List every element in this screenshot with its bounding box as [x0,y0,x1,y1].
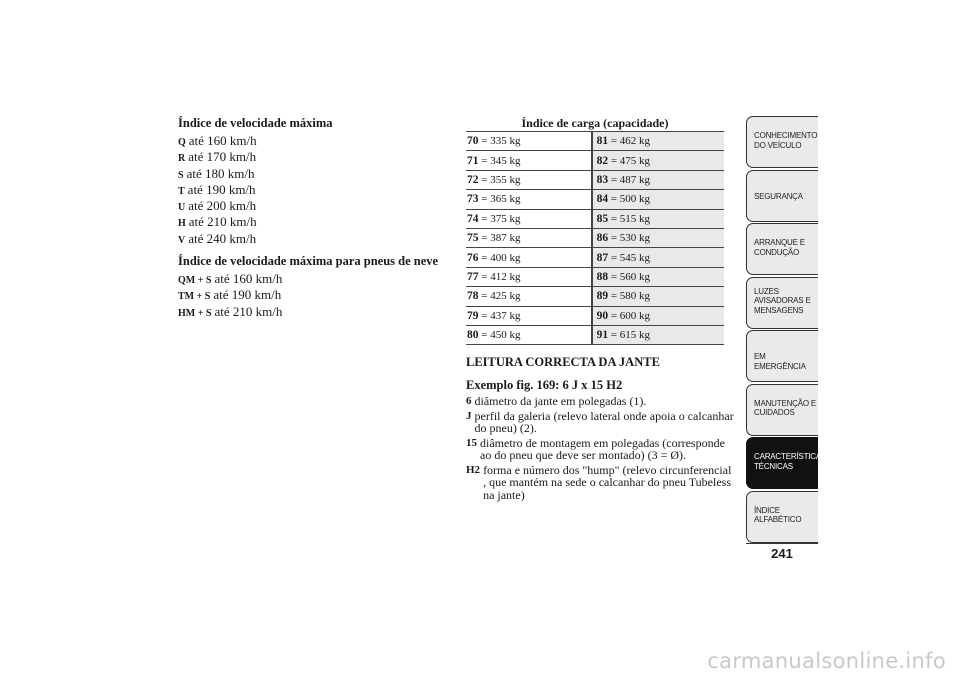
load-index-section [466,116,724,345]
load-index-cell [592,248,724,267]
load-index-number: 82 [596,154,609,167]
list-item [466,464,736,502]
list-item [178,198,440,214]
load-index-number: 74 [467,212,479,225]
speed-code: H [178,218,186,230]
list-item [178,166,440,182]
speed-value: até 160 km/h [214,271,283,287]
load-index-number: 88 [596,270,609,283]
rim-code: 15 [466,436,477,449]
table-row [466,190,724,209]
tab-arranque-e-conducao[interactable]: ARRANQUE E CONDUÇÃO [746,223,818,275]
load-index-cell [466,170,592,189]
load-index-cell [466,209,592,228]
winter-speed-index-heading: Índice de velocidade máxima para pneus de neve [178,254,439,269]
tab-seguranca[interactable]: SEGURANÇA [746,170,818,222]
table-row [466,306,724,325]
rim-definition-list [466,395,736,501]
load-index-number: 83 [596,173,609,186]
rim-description: forma e número dos "hump" (relevo circunferencial , que mantém na sede o calcanhar do pneu Tubeless na jante) [483,462,732,502]
speed-code: T [178,185,185,197]
tab-indice-alfabetico[interactable]: ÍNDICE ALFABÉTICO [746,491,818,543]
chapter-tabs [746,116,827,544]
list-item [466,410,736,435]
load-index-value: = 600 kg [608,309,651,322]
load-index-cell [592,306,724,325]
rim-code: J [466,409,472,422]
speed-code: U [178,202,186,214]
rim-reading-title: LEITURA CORRECTA DA JANTE [466,355,660,369]
list-item [178,133,440,149]
tab-em-emergencia[interactable]: EM EMERGÊNCIA [746,330,818,382]
load-index-cell [592,132,724,151]
load-index-cell [466,151,592,170]
load-index-number: 77 [467,270,479,283]
table-row [466,170,724,189]
speed-value: até 180 km/h [186,165,255,181]
load-index-number: 70 [467,135,479,148]
load-index-value: = 475 kg [608,154,651,167]
load-index-number: 86 [596,232,609,245]
load-index-cell [466,190,592,209]
speed-index-list [178,133,440,247]
load-index-number: 80 [467,329,479,342]
table-row [466,267,724,286]
list-item [178,287,440,303]
page-number-rule [746,543,818,544]
speed-code: R [178,153,186,165]
rim-code: 6 [466,395,472,407]
load-index-number: 75 [467,232,479,245]
load-index-number: 72 [467,173,479,186]
speed-value: até 200 km/h [188,198,257,214]
load-index-value: = 462 kg [608,135,651,148]
load-index-value: = 335 kg [478,135,521,148]
rim-example-heading: Exemplo fig. 169: 6 J x 15 H2 [466,378,623,392]
rim-code: H2 [466,463,481,476]
load-index-cell [592,325,724,344]
list-item [178,271,440,287]
rim-description: diâmetro da jante em polegadas (1). [474,394,647,408]
load-index-cell [592,287,724,306]
load-index-number: 76 [467,251,479,264]
table-row [466,151,724,170]
load-index-value: = 345 kg [478,154,521,167]
load-index-cell [466,306,592,325]
list-item [466,437,736,462]
load-index-cell [466,132,592,151]
speed-code: Q [178,137,186,148]
load-index-cell [466,248,592,267]
speed-code: QM + S [178,275,212,287]
load-index-value: = 560 kg [608,270,651,283]
speed-index-section [178,116,440,320]
speed-code: HM + S [178,307,212,319]
load-index-number: 91 [596,329,609,342]
table-row [466,209,724,228]
tab-manutencao-e-cuidados[interactable]: MANUTENÇÃO E CUIDADOS [746,384,818,436]
load-index-cell [592,170,724,189]
load-index-table [466,131,724,345]
speed-value: até 170 km/h [188,149,257,165]
list-item [178,304,440,320]
load-index-cell [592,151,724,170]
list-item [178,182,440,198]
table-row [466,287,724,306]
speed-code: V [178,234,186,246]
load-index-number: 81 [596,135,609,148]
load-index-number: 89 [596,290,609,303]
table-row [466,248,724,267]
speed-value: até 160 km/h [188,133,257,148]
load-index-value: = 545 kg [608,251,651,264]
load-index-number: 78 [467,290,479,303]
speed-index-heading: Índice de velocidade máxima [178,116,333,130]
table-row [466,228,724,247]
rim-description: diâmetro de montagem em polegadas (corresponde ao do pneu que deve ser montado) (3 = Ø). [480,435,725,462]
list-item [178,231,440,247]
load-index-number: 84 [596,193,609,206]
load-index-number: 73 [467,193,479,206]
load-index-value: = 387 kg [478,232,521,245]
load-index-value: = 615 kg [608,329,651,342]
rim-reading-section [466,355,736,503]
load-index-cell [592,267,724,286]
load-index-cell [466,287,592,306]
speed-code: TM + S [178,291,211,303]
speed-value: até 240 km/h [188,230,257,246]
load-index-value: = 425 kg [478,290,521,303]
load-index-value: = 487 kg [608,173,651,186]
load-index-value: = 365 kg [478,193,521,206]
load-index-value: = 400 kg [478,251,521,264]
speed-value: até 210 km/h [214,303,283,319]
load-index-number: 71 [467,154,479,167]
load-index-value: = 515 kg [608,212,651,225]
tab-luzes-avisadoras[interactable]: LUZES AVISADORAS E MENSAGENS [746,277,818,329]
speed-code: S [178,169,184,181]
speed-value: até 210 km/h [188,214,257,230]
load-index-value: = 500 kg [608,193,651,206]
load-index-value: = 450 kg [478,329,521,342]
load-index-number: 90 [596,309,609,322]
load-index-cell [466,267,592,286]
load-index-cell [466,325,592,344]
watermark: carmanualsonline.info [707,649,946,673]
table-row [466,132,724,151]
load-index-title: Índice de carga (capacidade) [521,116,669,130]
load-index-value: = 375 kg [478,212,521,225]
load-index-cell [592,228,724,247]
load-index-value: = 580 kg [608,290,651,303]
page-number: 241 [771,546,793,561]
list-item [178,214,440,230]
load-index-cell [592,209,724,228]
load-index-number: 87 [596,251,609,264]
table-row [466,325,724,344]
load-index-value: = 355 kg [478,173,521,186]
load-index-value: = 530 kg [608,232,651,245]
load-index-cell [592,190,724,209]
speed-value: até 190 km/h [187,181,256,197]
load-index-value: = 412 kg [478,270,521,283]
list-item [466,395,736,408]
speed-value: até 190 km/h [213,287,282,303]
list-item [178,149,440,165]
winter-speed-index-list [178,271,440,320]
tab-caracteristicas-tecnicas[interactable]: CARACTERÍSTICAS TÉCNICAS [746,437,818,489]
rim-description: perfil da galeria (relevo lateral onde apoia o calcanhar do pneu) (2). [474,408,734,435]
load-index-number: 85 [596,212,609,225]
load-index-number: 79 [467,309,479,322]
load-index-value: = 437 kg [478,309,521,322]
tab-conhecimento-do-veiculo[interactable]: CONHECIMENTO DO VEÍCULO [746,116,818,168]
load-index-cell [466,228,592,247]
